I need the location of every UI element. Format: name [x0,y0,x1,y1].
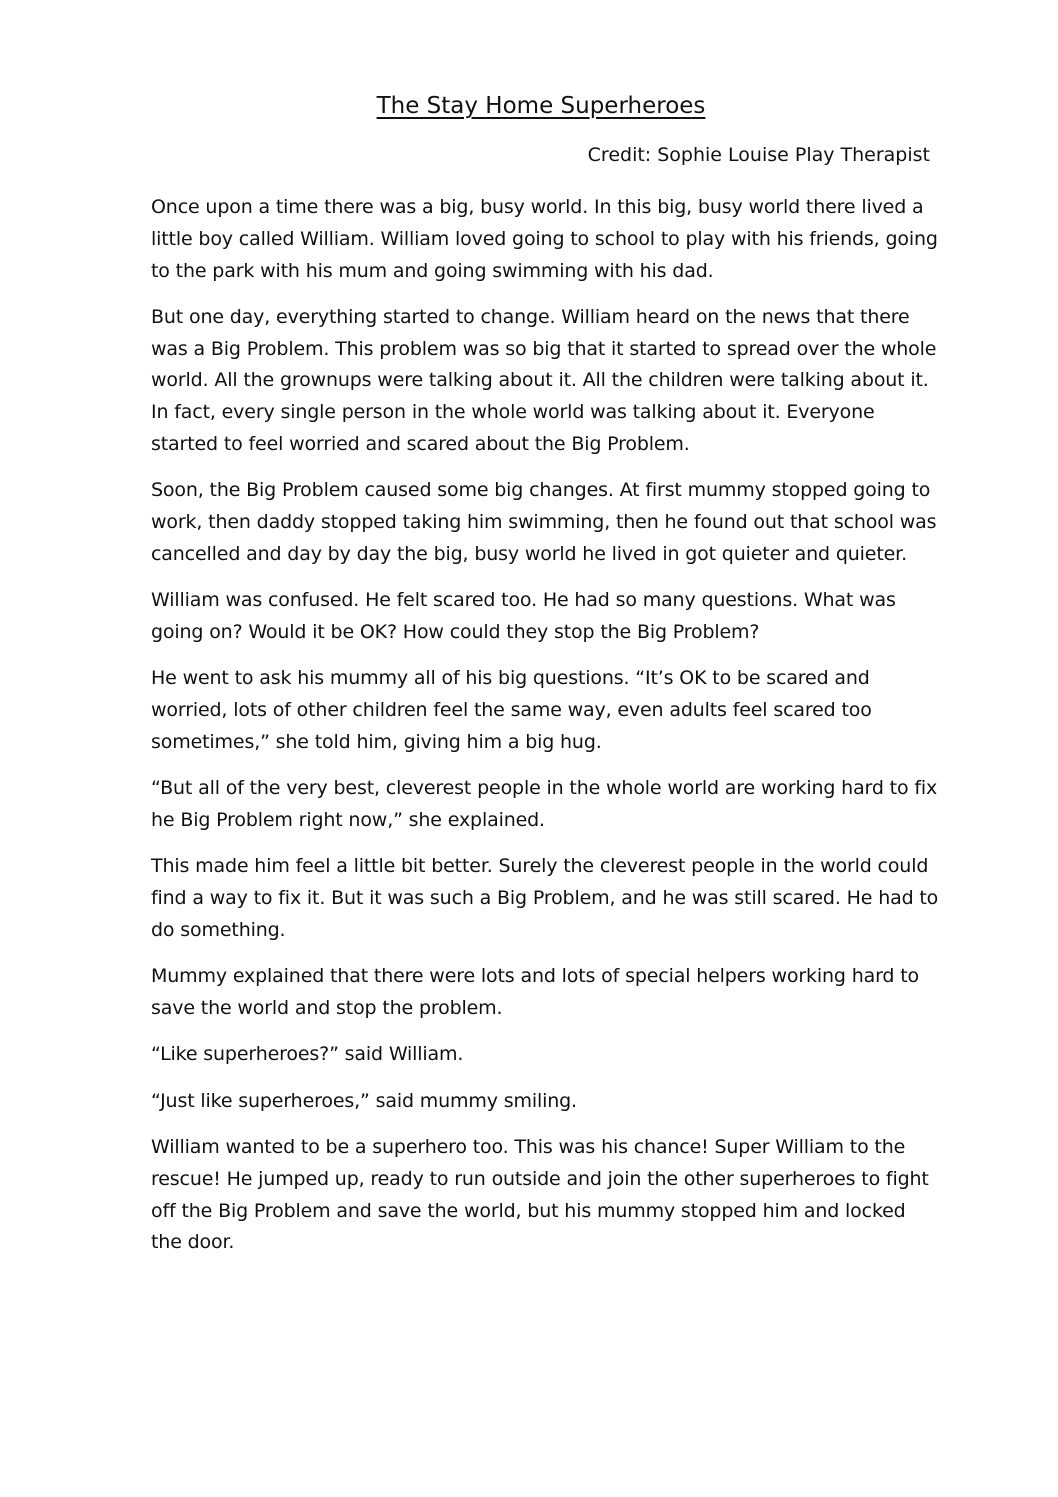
credit-line: Credit: Sophie Louise Play Therapist [587,144,930,166]
story-paragraph-1: Once upon a time there was a big, busy world. In this big, busy world there lived a little boy called William. William loved going to school to play with his friends, going to the park with his mum and going swimming with his dad. [151,196,938,282]
story-paragraph-11: William wanted to be a superhero too. This was his chance! Super William to the rescue! He jumped up, ready to run outside and join the other superheroes to fight off the Big Problem and save the world, but his mummy stopped him and locked the door. [151,1135,929,1254]
story-paragraph-4: William was confused. He felt scared too. He had so many questions. What was going on? Would it be OK? How could they stop the Big Problem? [151,589,896,644]
document-title: The Stay Home Superheroes [376,93,706,119]
story-body [151,192,941,1274]
story-paragraph-10: “Just like superheroes,” said mummy smiling. [151,1089,577,1112]
story-paragraph-2: But one day, everything started to change. William heard on the news that there was a Big Problem. This problem was so big that it started to spread over the whole world. All the grownups were talking about it. All the children were talking about it. In fact, every single person in the whole world was talking about it. Everyone started to feel worried and scared about the Big Problem. [151,305,937,456]
story-paragraph-7: This made him feel a little bit better. Surely the cleverest people in the world could find a way to fix it. But it was such a Big Problem, and he was still scared. He had to do something. [151,855,939,941]
story-paragraph-9: “Like superheroes?” said William. [151,1043,464,1066]
story-paragraph-8: Mummy explained that there were lots and lots of special helpers working hard to save the world and stop the problem. [151,965,920,1020]
story-paragraph-5: He went to ask his mummy all of his big questions. “It’s OK to be scared and worried, lots of other children feel the same way, even adults feel scared too sometimes,” she told him, giving him a big hug. [151,667,872,753]
story-paragraph-6: “But all of the very best, cleverest people in the whole world are working hard to fix he Big Problem right now,” she explained. [151,777,938,832]
story-paragraph-3: Soon, the Big Problem caused some big changes. At first mummy stopped going to work, then daddy stopped taking him swimming, then he found out that school was cancelled and day by day the big, busy world he lived in got quieter and quieter. [151,479,937,565]
